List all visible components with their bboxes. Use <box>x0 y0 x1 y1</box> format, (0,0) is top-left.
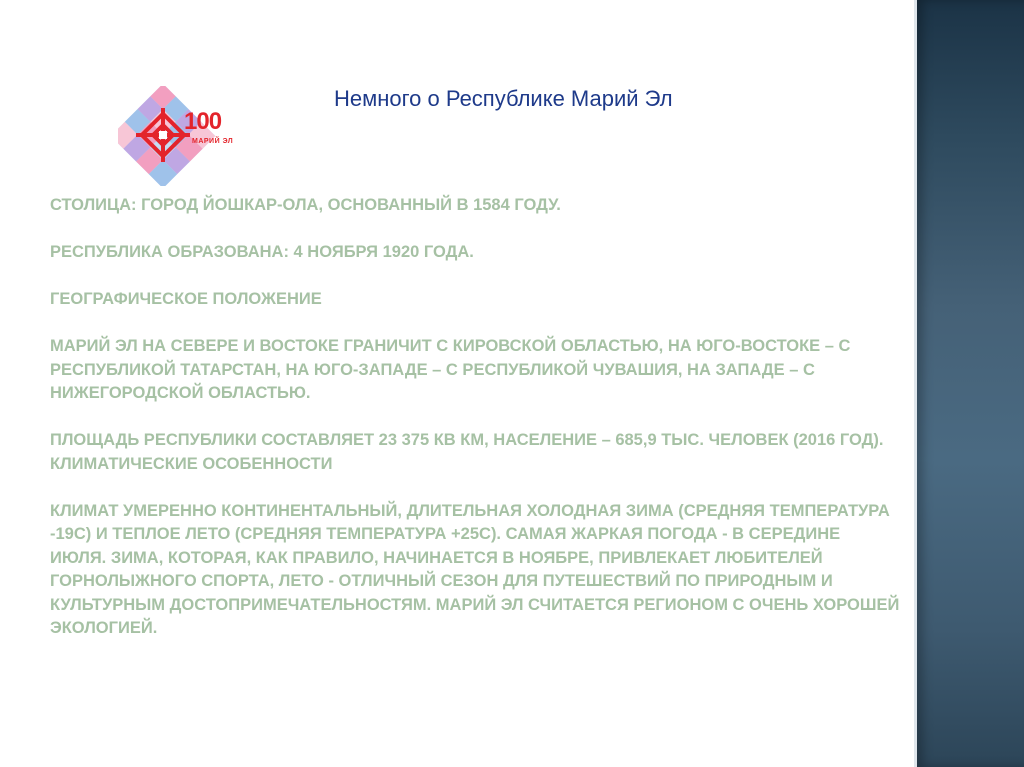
formation-paragraph: РЕСПУБЛИКА ОБРАЗОВАНА: 4 НОЯБРЯ 1920 ГОДА. <box>50 243 474 261</box>
borders-paragraph: МАРИЙ ЭЛ НА СЕВЕРЕ И ВОСТОКЕ ГРАНИЧИТ С КИРОВСКОЙ ОБЛАСТЬЮ, НА ЮГО-ВОСТОКЕ – С РЕСПУБЛИКОЙ ТАТАРСТАН, НА ЮГО-ЗАПАДЕ – С РЕСПУБЛИКОЙ ЧУВАШИЯ, НА ЗАПАДЕ – С НИЖЕГОРОДСКОЙ ОБЛАСТЬЮ. <box>50 337 851 402</box>
slide-title: Немного о Республике Марий Эл <box>334 86 673 111</box>
spacer <box>50 476 900 500</box>
logo-caption: МАРИЙ ЭЛ <box>192 138 234 145</box>
spacer <box>50 218 900 242</box>
decorative-side-panel <box>914 0 1024 767</box>
spacer <box>50 406 900 430</box>
geography-heading: ГЕОГРАФИЧЕСКОЕ ПОЛОЖЕНИЕ <box>50 290 322 308</box>
capital-paragraph: СТОЛИЦА: ГОРОД ЙОШКАР-ОЛА, ОСНОВАННЫЙ В 1584 ГОДУ. <box>50 196 561 214</box>
spacer <box>50 312 900 336</box>
spacer <box>50 265 900 289</box>
logo-number: 100 <box>184 108 222 135</box>
logo-mosaic-icon <box>118 86 258 186</box>
area-population-paragraph: ПЛОЩАДЬ РЕСПУБЛИКИ СОСТАВЛЯЕТ 23 375 КВ КМ, НАСЕЛЕНИЕ – 685,9 ТЫС. ЧЕЛОВЕК (2016 ГОД). <box>50 431 884 449</box>
republic-logo <box>118 86 258 186</box>
climate-paragraph: КЛИМАТ УМЕРЕННО КОНТИНЕНТАЛЬНЫЙ, ДЛИТЕЛЬНАЯ ХОЛОДНАЯ ЗИМА (СРЕДНЯЯ ТЕМПЕРАТУРА -19С) И ТЕПЛОЕ ЛЕТО (СРЕДНЯЯ ТЕМПЕРАТУРА +25С). САМАЯ ЖАРКАЯ ПОГОДА - В СЕРЕДИНЕ ИЮЛЯ. ЗИМА, КОТОРАЯ, КАК ПРАВИЛО, НАЧИНАЕТСЯ В НОЯБРЕ, ПРИВЛЕКАЕТ ЛЮБИТЕЛЕЙ ГОРНОЛЫЖНОГО СПОРТА, ЛЕТО - ОТЛИЧНЫЙ СЕЗОН ДЛЯ ПУТЕШЕСТВИЙ ПО ПРИРОДНЫМ И КУЛЬТУРНЫМ ДОСТОПРИМЕЧАТЕЛЬНОСТЯМ. МАРИЙ ЭЛ СЧИТАЕТСЯ РЕГИОНОМ С ОЧЕНЬ ХОРОШЕЙ ЭКОЛОГИЕЙ. <box>50 501 900 637</box>
climate-heading: КЛИМАТИЧЕСКИЕ ОСОБЕННОСТИ <box>50 454 333 473</box>
slide-body <box>50 194 900 641</box>
